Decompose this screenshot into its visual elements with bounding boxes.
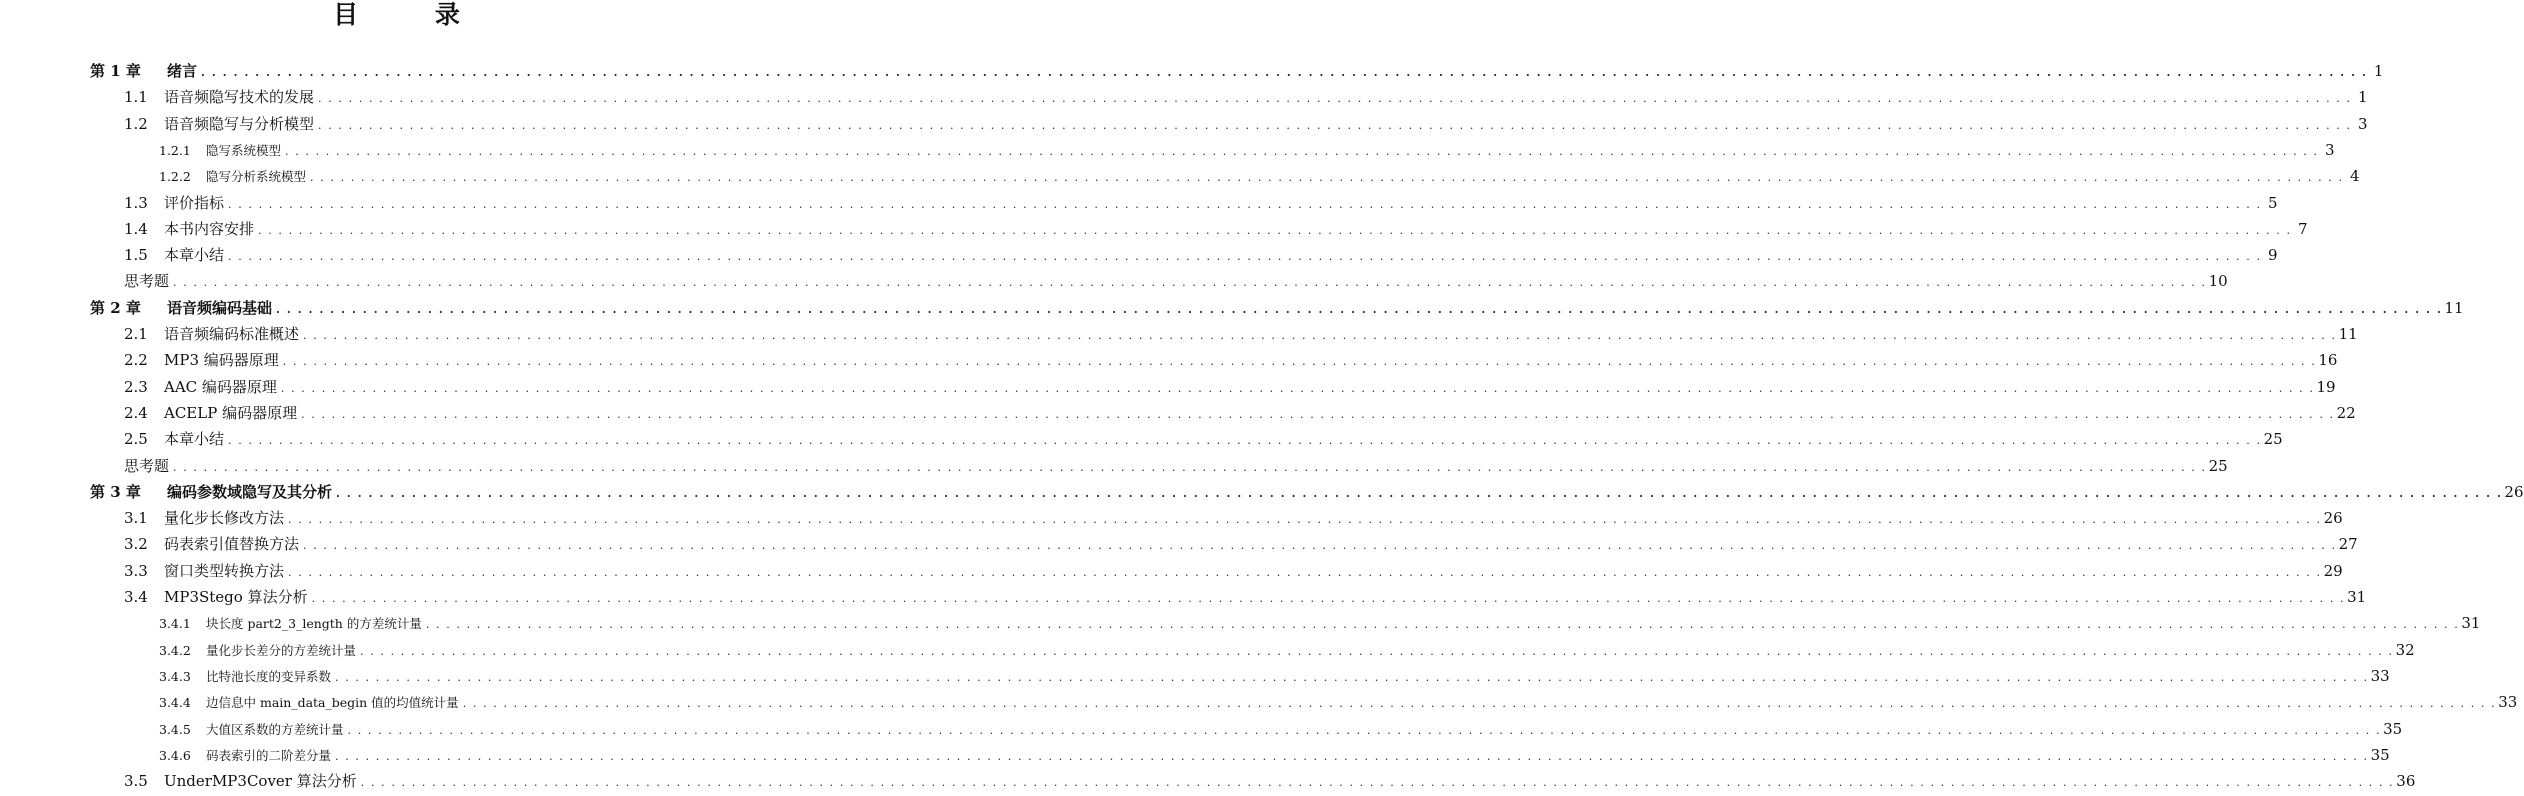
- dot-leader: . . . . . . . . . . . . . . . . . . . . . . . . . . . . . . . . . . . . . . . . . . . . . . . . . . . . . . . . . . . . . . . . . . . . . . . . . . . . . . . . . . . . . . . . . . . . . . . . . . . . . . . . . . . . . . . . . . . . . . . . . . . . . . . . . . . . . . . . . . . . . . . . . . . . . . . . . . . . . . . . . . . . . . . . . . . . . . . . . . . . . . . . . . . . . . . . . . . . . . . .: [335, 749, 2369, 763]
- toc-entry-number: 2.3: [124, 377, 148, 396]
- toc-entry-number: 第 3 章: [90, 482, 141, 501]
- toc-entry-section: [124, 505, 2343, 531]
- toc-entry-title: 绪言: [167, 62, 198, 80]
- dot-leader: . . . . . . . . . . . . . . . . . . . . . . . . . . . . . . . . . . . . . . . . . . . . . . . . . . . . . . . . . . . . . . . . . . . . . . . . . . . . . . . . . . . . . . . . . . . . . . . . . . . . . . . . . . . . . . . . . . . . . . . . . . . . . . . . . . . . . . . . . . . . . . . . . . . . . . . . . . . . . . . . . . . . . . . . . . . . . . . . . . . . . . . . . . . . . . . . . . . . . . . .: [310, 171, 2344, 185]
- toc-entry-section: [124, 84, 2368, 110]
- toc-entry-number: 3.4.2: [159, 642, 191, 658]
- toc-entry-number: 3.4.1: [159, 616, 191, 632]
- toc-entry-subsection: [159, 137, 2335, 163]
- toc-entry-section: [124, 321, 2358, 347]
- toc-entry-page: 1: [2358, 88, 2368, 107]
- toc-entry-number: 2.5: [124, 430, 148, 449]
- dot-leader: . . . . . . . . . . . . . . . . . . . . . . . . . . . . . . . . . . . . . . . . . . . . . . . . . . . . . . . . . . . . . . . . . . . . . . . . . . . . . . . . . . . . . . . . . . . . . . . . . . . . . . . . . . . . . . . . . . . . . . . . . . . . . . . . . . . . . . . . . . . . . . . . . . . . . . . . . . . . . . . . . . . . . . . . . . . . . . . . . . . . . . . . . . . . . . . . . . . . . . . .: [258, 223, 2292, 237]
- toc-entry-page: 31: [2347, 588, 2367, 606]
- toc-entry-number: 2.4: [124, 403, 148, 422]
- toc-entry-title: 评价指标: [164, 193, 225, 212]
- toc-entry-title: 编码参数域隐写及其分析: [167, 482, 333, 501]
- toc-entry-subsection: [159, 716, 2403, 742]
- toc-entry-title: 语音频编码基础: [167, 298, 273, 317]
- toc-entry-title: 语音频隐写技术的发展: [164, 88, 315, 107]
- toc-entry-page: 22: [2336, 403, 2356, 422]
- toc-entry-page: 29: [2323, 561, 2343, 580]
- toc-entry-section: [124, 768, 2416, 794]
- toc-entry-number: 3.4.5: [159, 721, 191, 737]
- toc-entry-number: 1.2: [124, 114, 148, 133]
- toc-entry-page: 31: [2461, 614, 2481, 633]
- toc-entry-page: 1: [2373, 62, 2384, 80]
- toc-entry-number: 3.2: [124, 535, 148, 554]
- toc-entry-page: 35: [2383, 719, 2403, 738]
- dot-leader: . . . . . . . . . . . . . . . . . . . . . . . . . . . . . . . . . . . . . . . . . . . . . . . . . . . . . . . . . . . . . . . . . . . . . . . . . . . . . . . . . . . . . . . . . . . . . . . . . . . . . . . . . . . . . . . . . . . . . . . . . . . . . . . . . . . . . . . . . . . . . . . . . . . . . . . . . . . . . . . . . . . . . . . . . . . . . . . . . . . . . . . . . . . . . . . . . . . . . . . .: [288, 513, 2322, 527]
- toc-entry-exercise: [124, 453, 2228, 479]
- toc-entry-subsection: [159, 637, 2415, 663]
- toc-entry-title: MP3Stego 算法分析: [164, 588, 308, 606]
- toc-entry-title: 窗口类型转换方法: [164, 561, 285, 580]
- toc-entry-page: 5: [2268, 193, 2278, 212]
- toc-entry-title: 语音频隐写与分析模型: [164, 114, 315, 133]
- dot-leader: . . . . . . . . . . . . . . . . . . . . . . . . . . . . . . . . . . . . . . . . . . . . . . . . . . . . . . . . . . . . . . . . . . . . . . . . . . . . . . . . . . . . . . . . . . . . . . . . . . . . . . . . . . . . . . . . . . . . . . . . . . . . . . . . . . . . . . . . . . . . . . . . . . . . . . . . . . . . . . . . . . . . . . . . . . . . . . . . . . . . . . . . . . . . . . . . . . . . . . . .: [360, 776, 2395, 790]
- toc-entry-title: 块长度 part2_3_length 的方差统计量: [206, 616, 422, 632]
- toc-entry-title: UnderMP3Cover 算法分析: [164, 772, 357, 791]
- toc-entry-page: 33: [2370, 666, 2390, 685]
- toc-entry-section: [124, 190, 2278, 216]
- toc-entry-number: 3.3: [124, 561, 148, 580]
- toc-entry-number: 3.4.6: [159, 747, 191, 763]
- toc-entry-subsection: [159, 610, 2481, 636]
- toc-entry-subsection: [159, 742, 2390, 768]
- toc-entry-section: [124, 111, 2368, 137]
- toc-entry-page: 26: [2323, 509, 2343, 528]
- dot-leader: . . . . . . . . . . . . . . . . . . . . . . . . . . . . . . . . . . . . . . . . . . . . . . . . . . . . . . . . . . . . . . . . . . . . . . . . . . . . . . . . . . . . . . . . . . . . . . . . . . . . . . . . . . . . . . . . . . . . . . . . . . . . . . . . . . . . . . . . . . . . . . . . . . . . . . . . . . . . . . . . . . . . . . . . . . . . . . . . . . . . . . . . . . . . . . . . . . . . . . . .: [318, 118, 2352, 132]
- toc-entry-title: 量化步长修改方法: [164, 509, 285, 528]
- dot-leader: . . . . . . . . . . . . . . . . . . . . . . . . . . . . . . . . . . . . . . . . . . . . . . . . . . . . . . . . . . . . . . . . . . . . . . . . . . . . . . . . . . . . . . . . . . . . . . . . . . . . . . . . . . . . . . . . . . . . . . . . . . . . . . . . . . . . . . . . . . . . . . . . . . . . . . . . . . . . . . . . . . . . . . . . . . . . . . . . . . . . . . . . . . . . . . . . . . . . . . . .: [276, 302, 2443, 316]
- toc-entry-number: 3.4.3: [159, 668, 191, 684]
- toc-entry-page: 7: [2298, 219, 2308, 238]
- toc-entry-page: 11: [2444, 298, 2464, 317]
- dot-leader: . . . . . . . . . . . . . . . . . . . . . . . . . . . . . . . . . . . . . . . . . . . . . . . . . . . . . . . . . . . . . . . . . . . . . . . . . . . . . . . . . . . . . . . . . . . . . . . . . . . . . . . . . . . . . . . . . . . . . . . . . . . . . . . . . . . . . . . . . . . . . . . . . . . . . . . . . . . . . . . . . . . . . . . . . . . . . . . . . . . . . . . . . . . . . . . . . . . . . . . .: [228, 434, 2262, 448]
- toc-entry-section: [124, 400, 2356, 426]
- toc-entry-title: 本章小结: [164, 246, 225, 265]
- toc-entry-subsection: [159, 663, 2390, 689]
- toc-entry-title: 码表索引的二阶差分量: [206, 747, 332, 763]
- toc-entry-page: 16: [2318, 351, 2338, 370]
- toc-entry-title: 大值区系数的方差统计量: [206, 721, 344, 737]
- toc-entry-title: 隐写系统模型: [206, 142, 282, 158]
- dot-leader: . . . . . . . . . . . . . . . . . . . . . . . . . . . . . . . . . . . . . . . . . . . . . . . . . . . . . . . . . . . . . . . . . . . . . . . . . . . . . . . . . . . . . . . . . . . . . . . . . . . . . . . . . . . . . . . . . . . . . . . . . . . . . . . . . . . . . . . . . . . . . . . . . . . . . . . . . . . . . . . . . . . . . . . . . . . . . . . . . . . . . . . . . . . . . . . . . . . . . . . .: [280, 381, 2315, 395]
- toc-entry-number: 3.4.4: [159, 695, 191, 711]
- toc-entry-number: 1.4: [124, 219, 148, 238]
- toc-entry-chapter: [90, 479, 2524, 505]
- toc-entry-title: ACELP 编码器原理: [164, 403, 298, 422]
- toc-entry-title: 思考题: [124, 272, 170, 291]
- toc-entry-title: AAC 编码器原理: [164, 377, 277, 396]
- toc-entry-title: 隐写分析系统模型: [206, 169, 307, 185]
- dot-leader: . . . . . . . . . . . . . . . . . . . . . . . . . . . . . . . . . . . . . . . . . . . . . . . . . . . . . . . . . . . . . . . . . . . . . . . . . . . . . . . . . . . . . . . . . . . . . . . . . . . . . . . . . . . . . . . . . . . . . . . . . . . . . . . . . . . . . . . . . . . . . . . . . . . . . . . . . . . . . . . . . . . . . . . . . . . . . . . . . . . . . . . . . . . . . . . . . . . . . . . .: [360, 644, 2394, 658]
- toc-entry-page: 27: [2338, 535, 2358, 554]
- toc-entry-title: 边信息中 main_data_begin 值的均值统计量: [206, 695, 459, 711]
- toc-entry-section: [124, 426, 2283, 452]
- dot-leader: . . . . . . . . . . . . . . . . . . . . . . . . . . . . . . . . . . . . . . . . . . . . . . . . . . . . . . . . . . . . . . . . . . . . . . . . . . . . . . . . . . . . . . . . . . . . . . . . . . . . . . . . . . . . . . . . . . . . . . . . . . . . . . . . . . . . . . . . . . . . . . . . . . . . . . . . . . . . . . . . . . . . . . . . . . . . . . . . . . . . . . . . . . . . . . . . . . . . . . . .: [462, 697, 2497, 711]
- dot-leader: . . . . . . . . . . . . . . . . . . . . . . . . . . . . . . . . . . . . . . . . . . . . . . . . . . . . . . . . . . . . . . . . . . . . . . . . . . . . . . . . . . . . . . . . . . . . . . . . . . . . . . . . . . . . . . . . . . . . . . . . . . . . . . . . . . . . . . . . . . . . . . . . . . . . . . . . . . . . . . . . . . . . . . . . . . . . . . . . . . . . . . . . . . . . . . . . . . . . . . . .: [335, 670, 2369, 684]
- dot-leader: . . . . . . . . . . . . . . . . . . . . . . . . . . . . . . . . . . . . . . . . . . . . . . . . . . . . . . . . . . . . . . . . . . . . . . . . . . . . . . . . . . . . . . . . . . . . . . . . . . . . . . . . . . . . . . . . . . . . . . . . . . . . . . . . . . . . . . . . . . . . . . . . . . . . . . . . . . . . . . . . . . . . . . . . . . . . . . . . . . . . . . . . . . . . . . . . . . . . . . . .: [282, 355, 2317, 369]
- toc-entry-page: 10: [2208, 272, 2228, 291]
- toc-entry-page: 11: [2338, 325, 2358, 343]
- toc-entry-title: MP3 编码器原理: [164, 351, 279, 370]
- toc-entry-number: 3.4: [124, 588, 148, 606]
- dot-leader: . . . . . . . . . . . . . . . . . . . . . . . . . . . . . . . . . . . . . . . . . . . . . . . . . . . . . . . . . . . . . . . . . . . . . . . . . . . . . . . . . . . . . . . . . . . . . . . . . . . . . . . . . . . . . . . . . . . . . . . . . . . . . . . . . . . . . . . . . . . . . . . . . . . . . . . . . . . . . . . . . . . . . . . . . . . . . . . . . . . . . . . . . . . . . . . . . . . . . . . .: [303, 329, 2337, 342]
- toc-entry-page: 19: [2316, 377, 2336, 396]
- dot-leader: . . . . . . . . . . . . . . . . . . . . . . . . . . . . . . . . . . . . . . . . . . . . . . . . . . . . . . . . . . . . . . . . . . . . . . . . . . . . . . . . . . . . . . . . . . . . . . . . . . . . . . . . . . . . . . . . . . . . . . . . . . . . . . . . . . . . . . . . . . . . . . . . . . . . . . . . . . . . . . . . . . . . . . . . . . . . . . . . . . . . . . . . . . . . . . . . . . . . . . . .: [303, 539, 2337, 553]
- toc-entry-page: 9: [2268, 246, 2278, 265]
- toc-entry-page: 3: [2358, 114, 2368, 133]
- toc-entry-title: 码表索引值替换方法: [164, 535, 300, 554]
- toc-entry-chapter: [90, 58, 2384, 84]
- dot-leader: . . . . . . . . . . . . . . . . . . . . . . . . . . . . . . . . . . . . . . . . . . . . . . . . . . . . . . . . . . . . . . . . . . . . . . . . . . . . . . . . . . . . . . . . . . . . . . . . . . . . . . . . . . . . . . . . . . . . . . . . . . . . . . . . . . . . . . . . . . . . . . . . . . . . . . . . . . . . . . . . . . . . . . . . . . . . . . . . . . . . . . . . . . . . . . . . . . . . . . . .: [201, 66, 2368, 79]
- toc-entry-subsection: [159, 689, 2518, 715]
- toc-entry-title: 思考题: [124, 456, 170, 475]
- toc-entry-page: 35: [2370, 745, 2390, 764]
- toc-entry-number: 第 1 章: [90, 62, 141, 80]
- toc-entry-title: 本章小结: [164, 430, 225, 449]
- toc-entry-page: 3: [2325, 140, 2335, 159]
- dot-leader: . . . . . . . . . . . . . . . . . . . . . . . . . . . . . . . . . . . . . . . . . . . . . . . . . . . . . . . . . . . . . . . . . . . . . . . . . . . . . . . . . . . . . . . . . . . . . . . . . . . . . . . . . . . . . . . . . . . . . . . . . . . . . . . . . . . . . . . . . . . . . . . . . . . . . . . . . . . . . . . . . . . . . . . . . . . . . . . . . . . . . . . . . . . . . . . . . . . . . . . .: [347, 723, 2382, 737]
- dot-leader: . . . . . . . . . . . . . . . . . . . . . . . . . . . . . . . . . . . . . . . . . . . . . . . . . . . . . . . . . . . . . . . . . . . . . . . . . . . . . . . . . . . . . . . . . . . . . . . . . . . . . . . . . . . . . . . . . . . . . . . . . . . . . . . . . . . . . . . . . . . . . . . . . . . . . . . . . . . . . . . . . . . . . . . . . . . . . . . . . . . . . . . . . . . . . . . . . . . . . . . .: [301, 407, 2335, 421]
- toc-entry-chapter: [90, 295, 2464, 321]
- dot-leader: . . . . . . . . . . . . . . . . . . . . . . . . . . . . . . . . . . . . . . . . . . . . . . . . . . . . . . . . . . . . . . . . . . . . . . . . . . . . . . . . . . . . . . . . . . . . . . . . . . . . . . . . . . . . . . . . . . . . . . . . . . . . . . . . . . . . . . . . . . . . . . . . . . . . . . . . . . . . . . . . . . . . . . . . . . . . . . . . . . . . . . . . . . . . . . . . . . . . . . . .: [285, 144, 2319, 158]
- toc-entry-title: 语音频编码标准概述: [164, 325, 300, 343]
- dot-leader: . . . . . . . . . . . . . . . . . . . . . . . . . . . . . . . . . . . . . . . . . . . . . . . . . . . . . . . . . . . . . . . . . . . . . . . . . . . . . . . . . . . . . . . . . . . . . . . . . . . . . . . . . . . . . . . . . . . . . . . . . . . . . . . . . . . . . . . . . . . . . . . . . . . . . . . . . . . . . . . . . . . . . . . . . . . . . . . . . . . . . . . . . . . . . . . . . . . . . . . .: [173, 276, 2207, 290]
- toc-entry-number: 1.3: [124, 193, 148, 212]
- toc-entry-page: 32: [2395, 640, 2415, 659]
- dot-leader: . . . . . . . . . . . . . . . . . . . . . . . . . . . . . . . . . . . . . . . . . . . . . . . . . . . . . . . . . . . . . . . . . . . . . . . . . . . . . . . . . . . . . . . . . . . . . . . . . . . . . . . . . . . . . . . . . . . . . . . . . . . . . . . . . . . . . . . . . . . . . . . . . . . . . . . . . . . . . . . . . . . . . . . . . . . . . . . . . . . . . . . . . . . . . . . . . . . . . . . .: [288, 565, 2322, 579]
- toc-entry-page: 4: [2350, 167, 2360, 186]
- toc-entry-page: 36: [2396, 772, 2416, 791]
- toc-entry-page: 25: [2208, 456, 2228, 475]
- toc-entry-section: [124, 531, 2358, 557]
- toc-entry-page: 33: [2498, 693, 2518, 712]
- dot-leader: . . . . . . . . . . . . . . . . . . . . . . . . . . . . . . . . . . . . . . . . . . . . . . . . . . . . . . . . . . . . . . . . . . . . . . . . . . . . . . . . . . . . . . . . . . . . . . . . . . . . . . . . . . . . . . . . . . . . . . . . . . . . . . . . . . . . . . . . . . . . . . . . . . . . . . . . . . . . . . . . . . . . . . . . . . . . . . . . . . . . . . . . . . . . . . . . . . . . . . . .: [318, 92, 2352, 106]
- dot-leader: . . . . . . . . . . . . . . . . . . . . . . . . . . . . . . . . . . . . . . . . . . . . . . . . . . . . . . . . . . . . . . . . . . . . . . . . . . . . . . . . . . . . . . . . . . . . . . . . . . . . . . . . . . . . . . . . . . . . . . . . . . . . . . . . . . . . . . . . . . . . . . . . . . . . . . . . . . . . . . . . . . . . . . . . . . . . . . . . . . . . . . . . . . . . . . . . . . . . . . . .: [228, 250, 2262, 264]
- toc-entry-page: 26: [2504, 482, 2524, 501]
- toc-entry-section: [124, 347, 2338, 373]
- toc-entry-section: [124, 584, 2367, 610]
- dot-leader: . . . . . . . . . . . . . . . . . . . . . . . . . . . . . . . . . . . . . . . . . . . . . . . . . . . . . . . . . . . . . . . . . . . . . . . . . . . . . . . . . . . . . . . . . . . . . . . . . . . . . . . . . . . . . . . . . . . . . . . . . . . . . . . . . . . . . . . . . . . . . . . . . . . . . . . . . . . . . . . . . . . . . . . . . . . . . . . . . . . . . . . . . . . . . . . . . . . . . . . .: [311, 592, 2346, 605]
- dot-leader: . . . . . . . . . . . . . . . . . . . . . . . . . . . . . . . . . . . . . . . . . . . . . . . . . . . . . . . . . . . . . . . . . . . . . . . . . . . . . . . . . . . . . . . . . . . . . . . . . . . . . . . . . . . . . . . . . . . . . . . . . . . . . . . . . . . . . . . . . . . . . . . . . . . . . . . . . . . . . . . . . . . . . . . . . . . . . . . . . . . . . . . . . . . . . . . . . . . . . . . .: [228, 197, 2262, 211]
- toc-entry-exercise: [124, 268, 2228, 294]
- toc-entry-number: 1.2.1: [159, 142, 191, 158]
- toc-entry-number: 3.5: [124, 772, 148, 791]
- toc-entry-number: 第 2 章: [90, 298, 141, 317]
- page-title: 目 录: [333, 0, 494, 29]
- toc-entry-title: 比特池长度的变异系数: [206, 668, 332, 684]
- dot-leader: . . . . . . . . . . . . . . . . . . . . . . . . . . . . . . . . . . . . . . . . . . . . . . . . . . . . . . . . . . . . . . . . . . . . . . . . . . . . . . . . . . . . . . . . . . . . . . . . . . . . . . . . . . . . . . . . . . . . . . . . . . . . . . . . . . . . . . . . . . . . . . . . . . . . . . . . . . . . . . . . . . . . . . . . . . . . . . . . . . . . . . . . . . . . . . . . . . . . . . . .: [173, 460, 2207, 474]
- toc-entry-title: 本书内容安排: [164, 219, 255, 238]
- toc-entry-number: 3.1: [124, 509, 148, 528]
- dot-leader: . . . . . . . . . . . . . . . . . . . . . . . . . . . . . . . . . . . . . . . . . . . . . . . . . . . . . . . . . . . . . . . . . . . . . . . . . . . . . . . . . . . . . . . . . . . . . . . . . . . . . . . . . . . . . . . . . . . . . . . . . . . . . . . . . . . . . . . . . . . . . . . . . . . . . . . . . . . . . . . . . . . . . . . . . . . . . . . . . . . . . . . . . . . . . . . . . . . . . . . .: [336, 486, 2503, 500]
- toc-entry-section: [124, 242, 2278, 268]
- toc-entry-title: 量化步长差分的方差统计量: [206, 642, 357, 658]
- toc-entry-number: 2.1: [124, 325, 148, 343]
- toc-entry-subsection: [159, 163, 2360, 189]
- toc-entry-number: 1.5: [124, 246, 148, 265]
- toc-entry-section: [124, 558, 2343, 584]
- toc-entry-page: 25: [2263, 430, 2283, 449]
- toc-entry-number: 1.2.2: [159, 169, 191, 185]
- toc-entry-section: [124, 216, 2308, 242]
- toc-entry-number: 1.1: [124, 88, 148, 107]
- toc-entry-number: 2.2: [124, 351, 148, 370]
- toc-entry-section: [124, 374, 2336, 400]
- dot-leader: . . . . . . . . . . . . . . . . . . . . . . . . . . . . . . . . . . . . . . . . . . . . . . . . . . . . . . . . . . . . . . . . . . . . . . . . . . . . . . . . . . . . . . . . . . . . . . . . . . . . . . . . . . . . . . . . . . . . . . . . . . . . . . . . . . . . . . . . . . . . . . . . . . . . . . . . . . . . . . . . . . . . . . . . . . . . . . . . . . . . . . . . . . . . . . . . . . . . . . . .: [425, 618, 2460, 632]
